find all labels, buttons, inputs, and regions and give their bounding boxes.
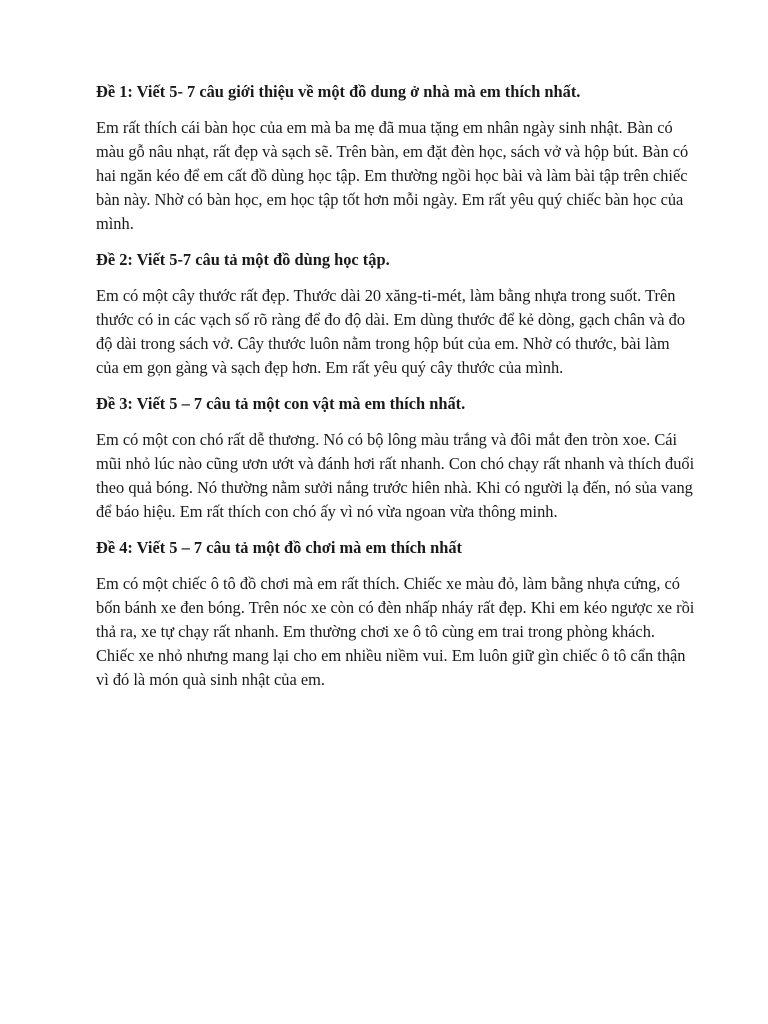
section-2-body: Em có một cây thước rất đẹp. Thước dài 20 xăng-ti-mét, làm bằng nhựa trong suốt. Trên thước có in các vạch số rõ ràng để đo độ dài. Em dùng thước để kẻ dòng, gạch chân và đo độ dài trong sách vở. Cây thước luôn nằm trong hộp bút của em. Nhờ có thước, bài làm của em gọn gàng và sạch đẹp hơn. Em rất yêu quý cây thước của mình. bbox=[96, 286, 686, 377]
section-3-heading: Đề 3: Viết 5 – 7 câu tả một con vật mà em thích nhất. bbox=[96, 394, 466, 413]
section-1-heading: Đề 1: Viết 5- 7 câu giới thiệu về một đồ dung ở nhà mà em thích nhất. bbox=[96, 82, 581, 101]
section-3-body: Em có một con chó rất dễ thương. Nó có bộ lông màu trắng và đôi mắt đen tròn xoe. Cái mũi nhỏ lúc nào cũng ươn ướt và đánh hơi rất nhanh. Con chó chạy rất nhanh và thích đuổi theo quả bóng. Nó thường nằm sưởi nắng trước hiên nhà. Khi có người lạ đến, nó sủa vang để báo hiệu. Em rất thích con chó ấy vì nó vừa ngoan vừa thông minh. bbox=[96, 430, 695, 521]
section-4-body: Em có một chiếc ô tô đồ chơi mà em rất thích. Chiếc xe màu đỏ, làm bằng nhựa cứng, có bốn bánh xe đen bóng. Trên nóc xe còn có đèn nhấp nháy rất đẹp. Khi em kéo ngược xe rồi thả ra, xe tự chạy rất nhanh. Em thường chơi xe ô tô cùng em trai trong phòng khách. Chiếc xe nhỏ nhưng mang lại cho em nhiều niềm vui. Em luôn giữ gìn chiếc ô tô cẩn thận vì đó là món quà sinh nhật của em. bbox=[96, 574, 695, 689]
section-1-body: Em rất thích cái bàn học của em mà ba mẹ đã mua tặng em nhân ngày sinh nhật. Bàn có màu gỗ nâu nhạt, rất đẹp và sạch sẽ. Trên bàn, em đặt đèn học, sách vở và hộp bút. Bàn có hai ngăn kéo để em cất đồ dùng học tập. Em thường ngồi học bài và làm bài tập trên chiếc bàn này. Nhờ có bàn học, em học tập tốt hơn mỗi ngày. Em rất yêu quý chiếc bàn học của mình. bbox=[96, 118, 689, 233]
section-2-heading: Đề 2: Viết 5-7 câu tả một đồ dùng học tập. bbox=[96, 250, 390, 269]
section-4-heading: Đề 4: Viết 5 – 7 câu tả một đồ chơi mà em thích nhất bbox=[96, 538, 462, 557]
document-body bbox=[96, 80, 696, 704]
